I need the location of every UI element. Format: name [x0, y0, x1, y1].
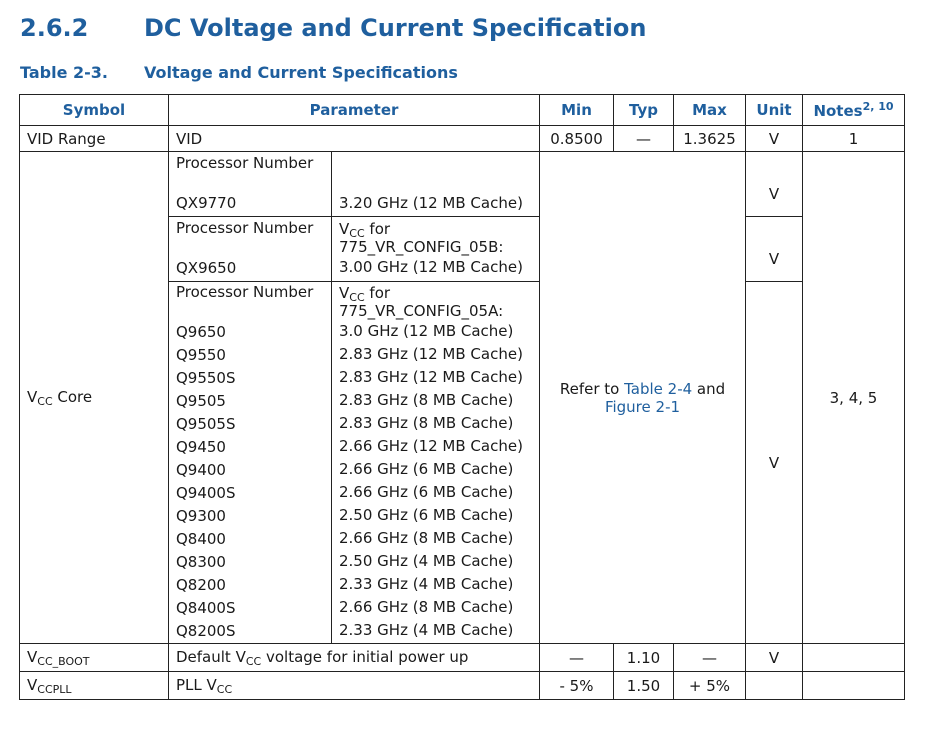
table-caption — [20, 63, 458, 82]
vcc-boot-main: V — [27, 647, 38, 666]
table-2-4-link[interactable]: Table 2-4 — [624, 379, 693, 398]
vccpll-main: V — [27, 675, 38, 694]
vcc-rest: for — [364, 219, 391, 238]
processor-spec: 3.0 GHz (12 MB Cache) — [339, 321, 514, 340]
processor-number: Q8400 — [176, 530, 226, 548]
group1-processors — [169, 152, 332, 217]
processor-number: Q9650 — [176, 323, 226, 341]
group1-unit: V — [746, 152, 803, 217]
vid-parameter: VID — [169, 126, 540, 152]
vcc-for-label — [339, 220, 532, 238]
processor-spec: 2.66 GHz (8 MB Cache) — [339, 528, 514, 547]
vid-typ: — — [614, 126, 674, 152]
table-row — [20, 644, 905, 672]
processor-number: Q9450 — [176, 438, 226, 456]
vcc-core-refer — [540, 152, 746, 644]
header-parameter: Parameter — [169, 95, 540, 126]
table-caption-title: Voltage and Current Specifications — [144, 63, 458, 82]
vcc-core-symbol-sub: CC — [37, 394, 53, 408]
vcc-main: V — [339, 219, 350, 238]
vid-unit: V — [746, 126, 803, 152]
table-number: Table 2-3. — [20, 63, 108, 82]
vccpll-symbol — [20, 672, 169, 700]
header-max: Max — [674, 95, 746, 126]
header-notes-label: Notes — [813, 102, 863, 120]
vid-min: 0.8500 — [540, 126, 614, 152]
processor-number: Q8200 — [176, 576, 226, 594]
processor-spec: 2.83 GHz (12 MB Cache) — [339, 344, 523, 363]
vccpll-unit — [746, 672, 803, 700]
vcc-boot-param-sub: CC — [245, 654, 262, 668]
processor-spec: 2.66 GHz (12 MB Cache) — [339, 436, 523, 455]
processor-number: Q8400S — [176, 599, 236, 617]
vcc-boot-param-post: voltage for initial power up — [261, 647, 469, 666]
header-notes — [803, 95, 905, 126]
processor-label: Processor Number — [176, 283, 314, 301]
vid-symbol: VID Range — [20, 126, 169, 152]
group3-processors — [169, 282, 332, 644]
group1-specs — [332, 152, 540, 217]
vcc-boot-param-pre: Default V — [176, 647, 246, 666]
vcc-core-symbol-rest: Core — [52, 387, 93, 406]
processor-spec: 2.33 GHz (4 MB Cache) — [339, 620, 514, 639]
processor-spec: 2.83 GHz (8 MB Cache) — [339, 390, 514, 409]
processor-spec: 2.50 GHz (4 MB Cache) — [339, 551, 514, 570]
header-row — [20, 95, 905, 126]
vcc-sub: CC — [349, 290, 365, 304]
vcc-boot-symbol — [20, 644, 169, 672]
processor-number: Q8200S — [176, 622, 236, 640]
vccpll-param-sub: CC — [216, 682, 233, 696]
group3-specs — [332, 282, 540, 644]
vcc-core-symbol-main: V — [27, 387, 38, 406]
vcc-boot-max: — — [674, 644, 746, 672]
processor-label: Processor Number — [176, 154, 314, 172]
processor-spec: 2.83 GHz (12 MB Cache) — [339, 367, 523, 386]
processor-spec: 3.20 GHz (12 MB Cache) — [339, 194, 523, 212]
group2-specs — [332, 217, 540, 282]
vid-notes: 1 — [803, 126, 905, 152]
processor-number: QX9770 — [176, 194, 237, 212]
vcc-main: V — [339, 283, 350, 302]
processor-spec: 2.66 GHz (8 MB Cache) — [339, 597, 514, 616]
processor-number: Q9400S — [176, 484, 236, 502]
processor-spec: 2.66 GHz (6 MB Cache) — [339, 482, 514, 501]
vcc-for-label — [339, 284, 532, 302]
group2-unit: V — [746, 217, 803, 282]
processor-spec: 2.83 GHz (8 MB Cache) — [339, 413, 514, 432]
refer-and: and — [692, 379, 726, 398]
vccpll-parameter — [169, 672, 540, 700]
vcc-core-symbol — [20, 152, 169, 644]
section-title: DC Voltage and Current Specification — [144, 14, 647, 42]
refer-prefix: Refer to — [559, 379, 625, 398]
spec-table — [19, 94, 905, 700]
processor-spec: 2.66 GHz (6 MB Cache) — [339, 459, 514, 478]
processor-spec: 2.33 GHz (4 MB Cache) — [339, 574, 514, 593]
header-symbol: Symbol — [20, 95, 169, 126]
vcc-boot-parameter — [169, 644, 540, 672]
header-min: Min — [540, 95, 614, 126]
vcc-sub: CC — [349, 226, 365, 240]
processor-number: Q9550 — [176, 346, 226, 364]
vccpll-notes — [803, 672, 905, 700]
processor-number: Q9550S — [176, 369, 236, 387]
vcc-rest: for — [364, 283, 391, 302]
header-notes-sup: 2, 10 — [862, 100, 894, 113]
vccpll-param-pre: PLL V — [176, 675, 217, 694]
vccpll-sub: CCPLL — [37, 682, 72, 696]
vcc-boot-min: — — [540, 644, 614, 672]
table-row — [20, 152, 905, 217]
vccpll-max: + 5% — [674, 672, 746, 700]
processor-label: Processor Number — [176, 219, 314, 237]
vcc-boot-typ: 1.10 — [614, 644, 674, 672]
group3-unit: V — [746, 282, 803, 644]
table-row — [20, 672, 905, 700]
vcc-boot-notes — [803, 644, 905, 672]
vr-config: 775_VR_CONFIG_05A: — [339, 301, 504, 320]
vccpll-min: - 5% — [540, 672, 614, 700]
figure-2-1-link[interactable]: Figure 2-1 — [604, 397, 681, 416]
header-typ: Typ — [614, 95, 674, 126]
processor-spec: 3.00 GHz (12 MB Cache) — [339, 257, 523, 276]
section-heading — [20, 14, 646, 50]
section-number: 2.6.2 — [20, 14, 89, 42]
vcc-core-notes: 3, 4, 5 — [803, 152, 905, 644]
table-row — [20, 126, 905, 152]
processor-number: Q9505S — [176, 415, 236, 433]
header-unit: Unit — [746, 95, 803, 126]
processor-number: Q9400 — [176, 461, 226, 479]
vccpll-typ: 1.50 — [614, 672, 674, 700]
vcc-boot-sub: CC_BOOT — [37, 654, 90, 668]
vid-max: 1.3625 — [674, 126, 746, 152]
vcc-boot-unit: V — [746, 644, 803, 672]
processor-number: Q9505 — [176, 392, 226, 410]
processor-number: Q9300 — [176, 507, 226, 525]
processor-number: QX9650 — [176, 259, 237, 277]
group2-processors — [169, 217, 332, 282]
processor-number: Q8300 — [176, 553, 226, 571]
processor-spec: 2.50 GHz (6 MB Cache) — [339, 505, 514, 524]
vr-config: 775_VR_CONFIG_05B: — [339, 237, 504, 256]
